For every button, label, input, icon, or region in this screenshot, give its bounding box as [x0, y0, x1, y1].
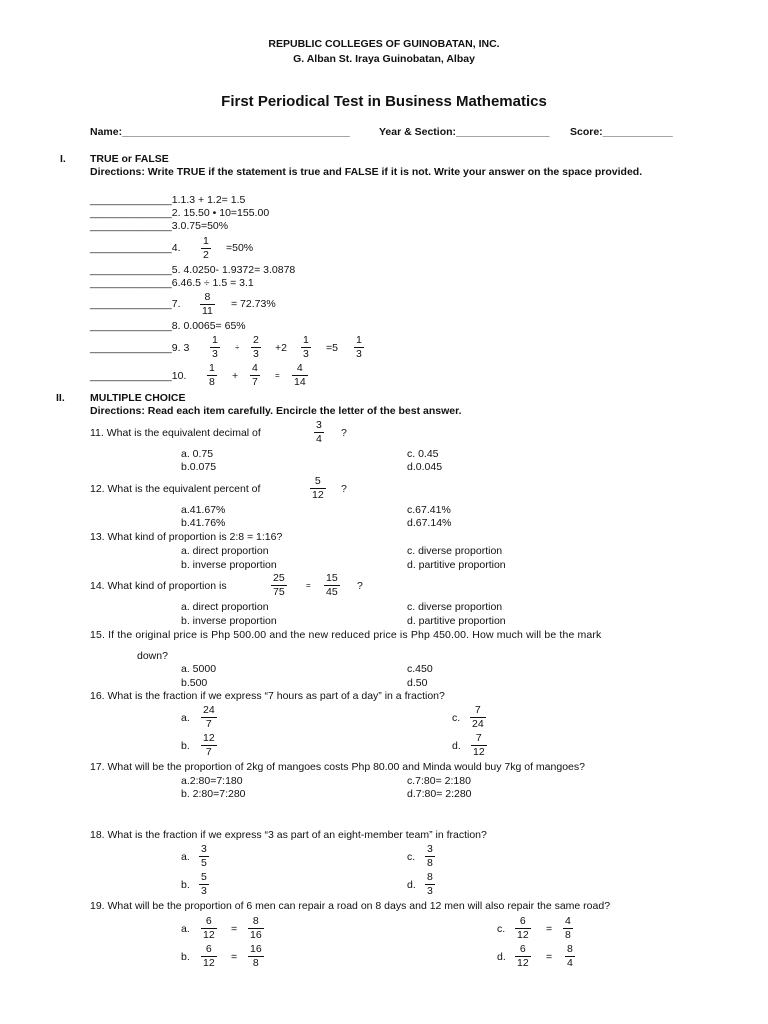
tf-item-4	[90, 242, 181, 254]
tf-item-5	[90, 264, 295, 276]
fraction: 7 12	[473, 732, 485, 758]
choice-c[interactable]: c. diverse proportion	[407, 601, 503, 613]
choice-c[interactable]: c.450	[407, 663, 433, 675]
equals: =	[546, 923, 553, 935]
choice-b[interactable]: b.	[181, 951, 190, 963]
fraction: 4 8	[565, 915, 571, 941]
choice-a[interactable]: a.41.67%	[181, 504, 226, 516]
part2-number: II.	[56, 392, 65, 404]
part1-heading: TRUE or FALSE	[90, 153, 169, 165]
choice-a[interactable]: a. direct proportion	[181, 545, 269, 557]
tf-statement: 5. 4.0250- 1.9372= 3.0878	[171, 264, 296, 276]
answer-blank[interactable]: ______________	[90, 194, 172, 206]
choice-a[interactable]: a.	[181, 851, 190, 863]
page-title: First Periodical Test in Business Mathematics	[221, 93, 547, 110]
tf-item-6	[90, 277, 254, 289]
tf-statement: 10.	[171, 370, 187, 382]
equals: =	[546, 951, 553, 963]
choice-d[interactable]: d.	[497, 951, 506, 963]
fraction: 6 12	[203, 915, 215, 941]
tf-item-9	[90, 342, 189, 354]
school-name: REPUBLIC COLLEGES OF GUINOBATAN, INC.	[268, 38, 500, 50]
choice-c[interactable]: c.	[452, 712, 461, 724]
fraction: 4 14	[294, 362, 306, 388]
equals: =	[275, 371, 280, 380]
choice-b[interactable]: b.0.075	[181, 461, 217, 473]
fraction: 5 12	[312, 475, 324, 501]
answer-blank[interactable]: ______________	[90, 220, 172, 232]
fraction: 1 3	[356, 334, 362, 360]
tf-statement: 4.	[171, 242, 181, 254]
choice-d[interactable]: d.0.045	[407, 461, 443, 473]
choice-b[interactable]: b. inverse proportion	[181, 615, 277, 627]
equals: =5	[326, 342, 338, 354]
tf-statement: 6.46.5 ÷ 1.5 = 3.1	[171, 277, 254, 289]
fraction: 4 7	[252, 362, 258, 388]
equals: =	[231, 923, 238, 935]
tf-statement-rest: =50%	[226, 242, 254, 254]
tf-item-3	[90, 220, 228, 232]
answer-blank[interactable]: ______________	[90, 264, 172, 276]
equals: =	[231, 951, 238, 963]
operator: ÷	[235, 343, 240, 352]
choice-d[interactable]: d.50	[407, 677, 428, 689]
part2-directions: Directions: Read each item carefully. Encircle the letter of the best answer.	[90, 405, 462, 417]
part2-heading: MULTIPLE CHOICE	[90, 392, 186, 404]
fraction: 16 8	[250, 943, 262, 969]
choice-c[interactable]: c.67.41%	[407, 504, 451, 516]
fraction: 5 3	[201, 871, 207, 897]
tf-item-2	[90, 207, 269, 219]
tf-item-8	[90, 320, 246, 332]
operator: +	[232, 370, 239, 382]
question-15: 15. If the original price is Php 500.00 and the new reduced price is Php 450.00. How much will be the mark	[90, 629, 602, 641]
choice-c[interactable]: c.	[407, 851, 416, 863]
choice-d[interactable]: d.	[407, 879, 416, 891]
answer-blank[interactable]: ______________	[90, 207, 172, 219]
section-field[interactable]: Year & Section:________________	[379, 126, 550, 138]
tf-statement: 3.0.75=50%	[171, 220, 229, 232]
fraction: 24 7	[203, 704, 215, 730]
choice-a[interactable]: a. direct proportion	[181, 601, 269, 613]
choice-c[interactable]: c. 0.45	[407, 448, 439, 460]
answer-blank[interactable]: ______________	[90, 320, 172, 332]
tf-statement: 1.1.3 + 1.2= 1.5	[171, 194, 246, 206]
tf-statement: 9. 3	[171, 342, 190, 354]
answer-blank[interactable]: ______________	[90, 298, 172, 310]
tf-item-10	[90, 370, 186, 382]
answer-blank[interactable]: ______________	[90, 342, 172, 354]
fraction: 3 8	[427, 843, 433, 869]
question-12: 12. What is the equivalent percent of	[90, 483, 261, 495]
fraction: 1 8	[209, 362, 215, 388]
fraction: 1 3	[303, 334, 309, 360]
fraction: 15 45	[326, 572, 338, 598]
choice-d[interactable]: d. partitive proportion	[407, 615, 506, 627]
fraction: 6 12	[517, 915, 529, 941]
answer-blank[interactable]: ______________	[90, 242, 172, 254]
answer-blank[interactable]: ______________	[90, 277, 172, 289]
choice-a[interactable]: a. 0.75	[181, 448, 214, 460]
fraction: 8 3	[427, 871, 433, 897]
choice-c[interactable]: c.7:80= 2:180	[407, 775, 471, 787]
choice-c[interactable]: c.	[497, 923, 506, 935]
question-14: 14. What kind of proportion is	[90, 580, 227, 592]
tf-statement: 2. 15.50 • 10=155.00	[171, 207, 270, 219]
choice-a[interactable]: a.	[181, 923, 190, 935]
fraction: 8 16	[250, 915, 262, 941]
fraction: 3 4	[316, 419, 322, 445]
part1-directions: Directions: Write TRUE if the statement is true and FALSE if it is not. Write your answer on the space provided.	[90, 166, 643, 178]
choice-b[interactable]: b.	[181, 740, 190, 752]
tf-item-7	[90, 298, 181, 310]
fraction: 25 75	[273, 572, 285, 598]
choice-b[interactable]: b. 2:80=7:280	[181, 788, 246, 800]
fraction: 6 12	[517, 943, 529, 969]
equals: =	[306, 581, 311, 590]
fraction: 1 3	[212, 334, 218, 360]
fraction: 8 4	[567, 943, 573, 969]
question-18: 18. What is the fraction if we express “3 as part of an eight-member team” in fraction?	[90, 829, 487, 841]
fraction: 2 3	[253, 334, 259, 360]
choice-b[interactable]: b. inverse proportion	[181, 559, 277, 571]
choice-a[interactable]: a.	[181, 712, 190, 724]
choice-d[interactable]: d.7:80= 2:280	[407, 788, 472, 800]
name-field[interactable]: Name:_______________________________________	[90, 126, 350, 138]
choice-d[interactable]: d. partitive proportion	[407, 559, 506, 571]
question-mark: ?	[341, 427, 347, 439]
question-19: 19. What will be the proportion of 6 men can repair a road on 8 days and 12 men will also repair the same road?	[90, 900, 611, 912]
choice-b[interactable]: b.500	[181, 677, 208, 689]
tf-item-1	[90, 194, 245, 206]
question-mark: ?	[341, 483, 347, 495]
fraction: 1 2	[203, 235, 209, 261]
tf-statement: 7.	[171, 298, 181, 310]
fraction: 6 12	[203, 943, 215, 969]
question-13: 13. What kind of proportion is 2:8 = 1:16?	[90, 531, 283, 543]
school-address: G. Alban St. Iraya Guinobatan, Albay	[293, 53, 475, 65]
choice-c[interactable]: c. diverse proportion	[407, 545, 503, 557]
answer-blank[interactable]: ______________	[90, 370, 172, 382]
choice-d[interactable]: d.67.14%	[407, 517, 452, 529]
fraction: 7 24	[472, 704, 484, 730]
operator: +2	[275, 342, 287, 354]
fraction: 8 11	[202, 291, 213, 317]
choice-b[interactable]: b.	[181, 879, 190, 891]
choice-b[interactable]: b.41.76%	[181, 517, 226, 529]
question-15-cont: down?	[137, 650, 168, 662]
question-16: 16. What is the fraction if we express “7 hours as part of a day” in a fraction?	[90, 690, 445, 702]
part1-number: I.	[60, 153, 66, 165]
question-11: 11. What is the equivalent decimal of	[90, 427, 261, 439]
score-field[interactable]: Score:____________	[570, 126, 673, 138]
tf-statement: 8. 0.0065= 65%	[171, 320, 246, 332]
choice-a[interactable]: a.2:80=7:180	[181, 775, 243, 787]
choice-d[interactable]: d.	[452, 740, 461, 752]
choice-a[interactable]: a. 5000	[181, 663, 217, 675]
question-mark: ?	[357, 580, 363, 592]
question-17: 17. What will be the proportion of 2kg of mangoes costs Php 80.00 and Minda would buy 7kg of mangoes?	[90, 761, 585, 773]
fraction: 3 5	[201, 843, 207, 869]
fraction: 12 7	[203, 732, 215, 758]
tf-statement-rest: = 72.73%	[231, 298, 276, 310]
